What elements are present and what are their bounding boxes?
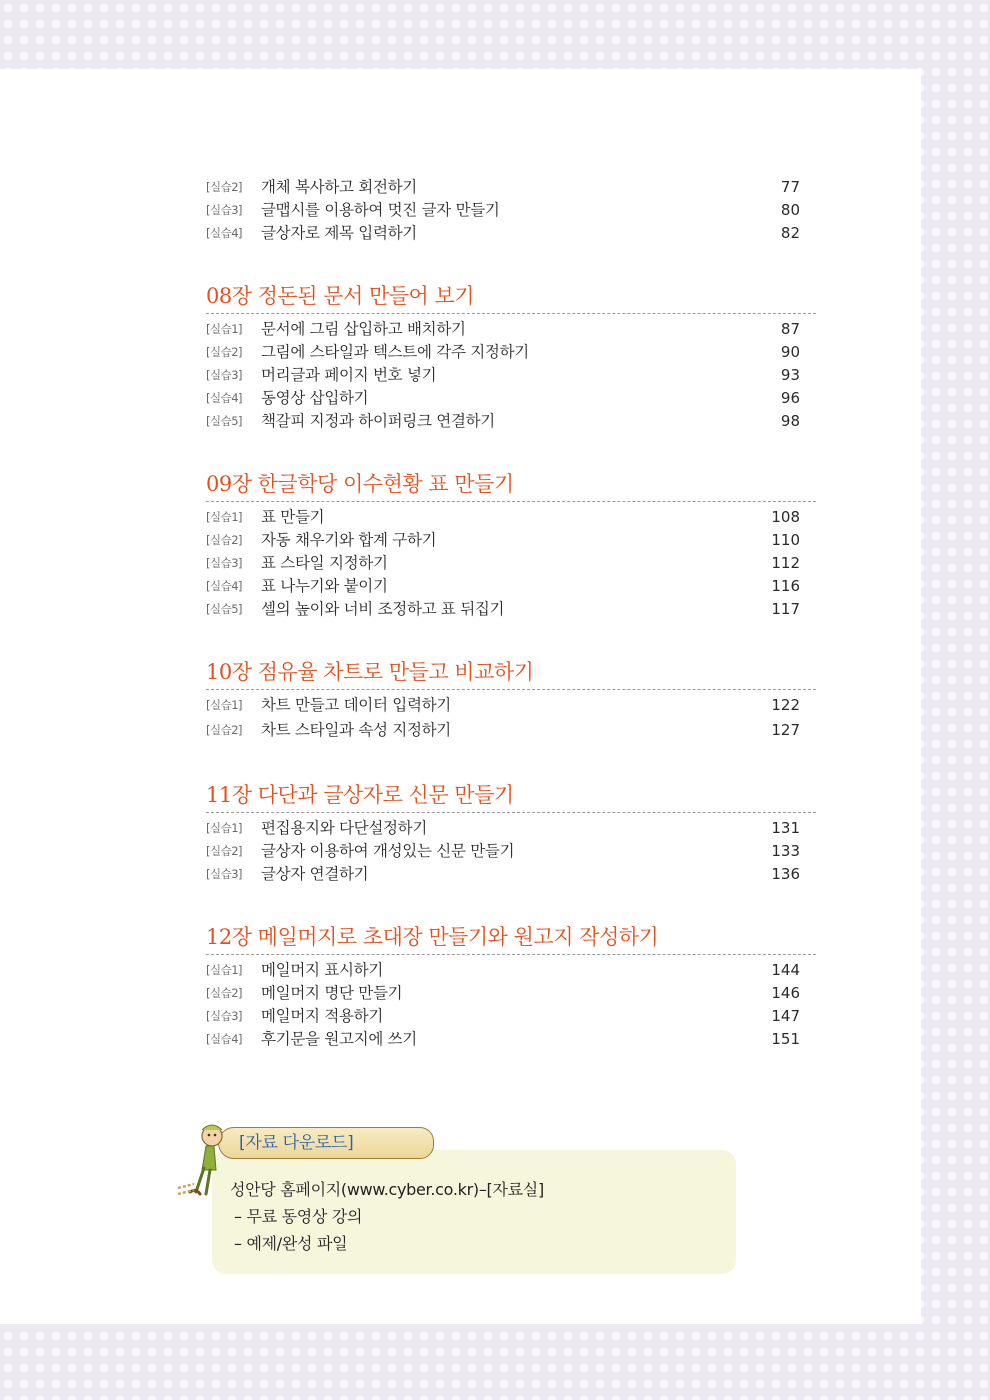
page-number: 90 xyxy=(780,343,800,361)
page-number: 87 xyxy=(780,320,800,338)
entry-title: 글상자 이용하여 개성있는 신문 만들기 xyxy=(261,842,515,860)
exercise-tag: [실습2] xyxy=(206,533,243,547)
exercise-tag: [실습1] xyxy=(206,821,243,835)
chapter-11 xyxy=(206,780,816,886)
entry-title: 메일머지 표시하기 xyxy=(261,961,384,979)
page-number: 131 xyxy=(771,819,800,837)
toc-entry[interactable] xyxy=(206,840,816,863)
chapter-title[interactable]: 08장 정돈된 문서 만들어 보기 xyxy=(206,281,816,314)
page-number: 144 xyxy=(771,961,800,979)
toc-entry[interactable] xyxy=(206,1005,816,1028)
exercise-tag: [실습4] xyxy=(206,1032,243,1046)
exercise-tag: [실습4] xyxy=(206,391,243,405)
exercise-tag: [실습1] xyxy=(206,510,243,524)
exercise-tag: [실습2] xyxy=(206,986,243,1000)
download-details xyxy=(230,1176,544,1257)
toc-entry[interactable] xyxy=(206,717,816,744)
entry-title: 문서에 그림 삽입하고 배치하기 xyxy=(261,320,466,338)
toc-entry[interactable] xyxy=(206,598,816,621)
exercise-tag: [실습3] xyxy=(206,1009,243,1023)
page-number: 117 xyxy=(771,600,800,618)
page-number: 151 xyxy=(771,1030,800,1048)
page-number: 93 xyxy=(780,366,800,384)
chapter-10 xyxy=(206,657,816,744)
page-number: 133 xyxy=(771,842,800,860)
toc-entry[interactable] xyxy=(206,982,816,1005)
table-of-contents xyxy=(206,176,816,1051)
exercise-tag: [실습2] xyxy=(206,345,243,359)
toc-entry[interactable] xyxy=(206,959,816,982)
chapter-title[interactable]: 10장 점유율 차트로 만들고 비교하기 xyxy=(206,657,816,690)
toc-entry[interactable] xyxy=(206,410,816,433)
download-label: [자료 다운로드] xyxy=(239,1133,354,1153)
page-number: 108 xyxy=(771,508,800,526)
page-number: 110 xyxy=(771,531,800,549)
toc-entry[interactable] xyxy=(206,387,816,410)
entry-title: 글상자 연결하기 xyxy=(261,865,369,883)
chapter-09 xyxy=(206,469,816,621)
exercise-tag: [실습3] xyxy=(206,556,243,570)
exercise-tag: [실습2] xyxy=(206,180,243,194)
entry-title: 동영상 삽입하기 xyxy=(261,389,369,407)
toc-entry[interactable] xyxy=(206,364,816,387)
exercise-tag: [실습2] xyxy=(206,844,243,858)
exercise-tag: [실습5] xyxy=(206,602,243,616)
entry-title: 책갈피 지정과 하이퍼링크 연결하기 xyxy=(261,412,495,430)
entry-title: 차트 스타일과 속성 지정하기 xyxy=(261,721,451,739)
toc-entry[interactable] xyxy=(206,199,816,222)
exercise-tag: [실습4] xyxy=(206,226,243,240)
chapter-title[interactable]: 12장 메일머지로 초대장 만들기와 원고지 작성하기 xyxy=(206,922,816,955)
entry-title: 글상자로 제목 입력하기 xyxy=(261,224,417,242)
cartoon-character-holding-sign-icon xyxy=(172,1118,232,1206)
entry-title: 표 만들기 xyxy=(261,508,325,526)
download-label-banner xyxy=(218,1127,434,1159)
page-number: 98 xyxy=(780,412,800,430)
homepage-line[interactable]: 성안당 홈페이지(www.cyber.co.kr)–[자료실] xyxy=(230,1180,544,1199)
page-number: 147 xyxy=(771,1007,800,1025)
entry-title: 편집용지와 다단설정하기 xyxy=(261,819,428,837)
exercise-tag: [실습3] xyxy=(206,368,243,382)
entry-title: 후기문을 원고지에 쓰기 xyxy=(261,1030,417,1048)
toc-entry[interactable] xyxy=(206,506,816,529)
toc-entry[interactable] xyxy=(206,863,816,886)
toc-entry[interactable] xyxy=(206,176,816,199)
page-number: 116 xyxy=(771,577,800,595)
toc-entry[interactable] xyxy=(206,318,816,341)
free-video-line: – 무료 동영상 강의 xyxy=(234,1207,363,1226)
entry-title: 표 나누기와 붙이기 xyxy=(261,577,388,595)
exercise-tag: [실습1] xyxy=(206,963,243,977)
exercise-tag: [실습3] xyxy=(206,203,243,217)
entry-title: 차트 만들고 데이터 입력하기 xyxy=(261,696,451,714)
entry-title: 메일머지 명단 만들기 xyxy=(261,984,403,1002)
entry-title: 메일머지 적용하기 xyxy=(261,1007,384,1025)
page-number: 82 xyxy=(780,224,800,242)
exercise-tag: [실습1] xyxy=(206,322,243,336)
toc-entry[interactable] xyxy=(206,552,816,575)
toc-entry[interactable] xyxy=(206,341,816,364)
exercise-tag: [실습3] xyxy=(206,867,243,881)
chapter-12 xyxy=(206,922,816,1051)
exercise-tag: [실습5] xyxy=(206,414,243,428)
page-number: 146 xyxy=(771,984,800,1002)
page-number: 96 xyxy=(780,389,800,407)
exercise-tag: [실습2] xyxy=(206,723,243,737)
page-number: 80 xyxy=(780,201,800,219)
entry-title: 그림에 스타일과 텍스트에 각주 지정하기 xyxy=(261,343,529,361)
chapter-title[interactable]: 11장 다단과 글상자로 신문 만들기 xyxy=(206,780,816,813)
page-number: 136 xyxy=(771,865,800,883)
page-number: 112 xyxy=(771,554,800,572)
chapter-08 xyxy=(206,281,816,433)
page-number: 127 xyxy=(771,721,800,739)
entry-title: 머리글과 페이지 번호 넣기 xyxy=(261,366,437,384)
example-files-line: – 예제/완성 파일 xyxy=(234,1234,348,1253)
entry-title: 글맵시를 이용하여 멋진 글자 만들기 xyxy=(261,201,500,219)
exercise-tag: [실습4] xyxy=(206,579,243,593)
page-number: 122 xyxy=(771,696,800,714)
entry-title: 개체 복사하고 회전하기 xyxy=(261,178,417,196)
page-number: 77 xyxy=(780,178,800,196)
entry-title: 자동 채우기와 합계 구하기 xyxy=(261,531,437,549)
toc-entry[interactable] xyxy=(206,222,816,245)
exercise-tag: [실습1] xyxy=(206,698,243,712)
entry-title: 셀의 높이와 너비 조정하고 표 뒤집기 xyxy=(261,600,505,618)
toc-entry[interactable] xyxy=(206,1028,816,1051)
toc-entry[interactable] xyxy=(206,529,816,552)
toc-entry[interactable] xyxy=(206,694,816,717)
toc-entry[interactable] xyxy=(206,575,816,598)
intro-section xyxy=(206,176,816,245)
entry-title: 표 스타일 지정하기 xyxy=(261,554,388,572)
toc-entry[interactable] xyxy=(206,817,816,840)
chapter-title[interactable]: 09장 한글학당 이수현황 표 만들기 xyxy=(206,469,816,502)
